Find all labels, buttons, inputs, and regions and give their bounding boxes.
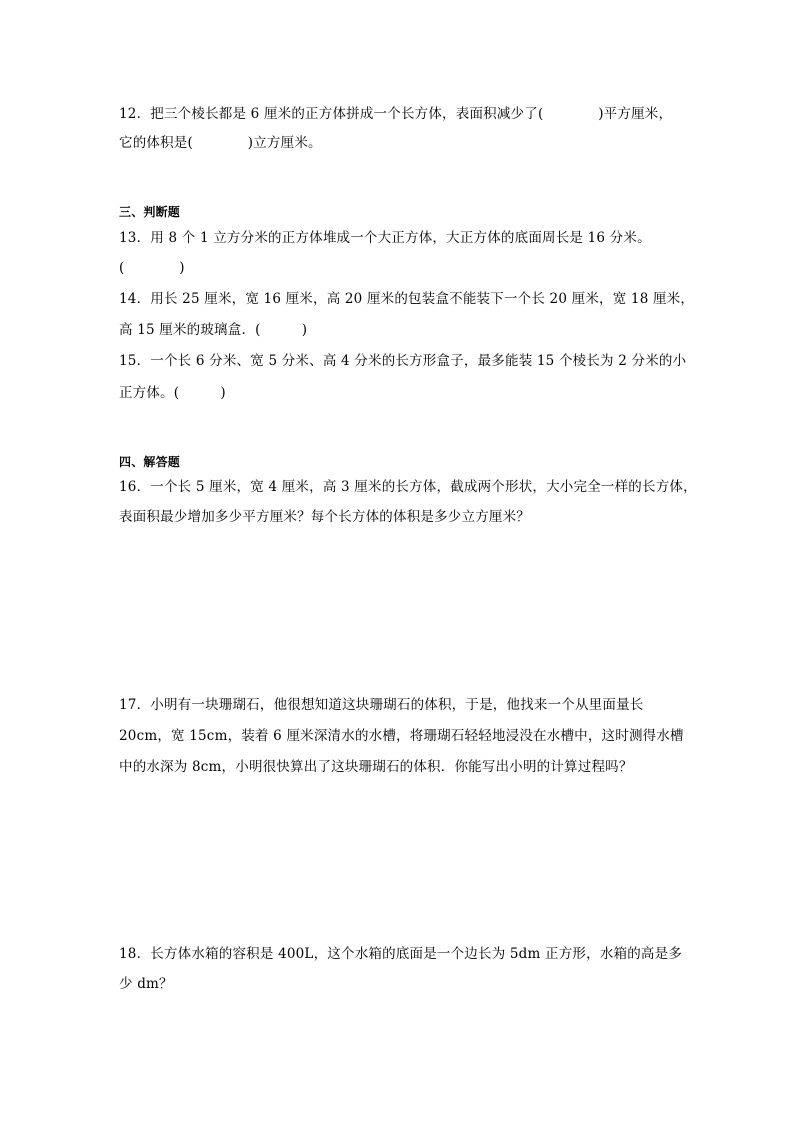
question-12-line-2: 它的体积是( )立方厘米。	[119, 135, 322, 151]
question-12-line-1: 12．把三个棱长都是 6 厘米的正方体拼成一个长方体，表面积减少了( )平方厘米，	[119, 106, 673, 122]
question-16-line-1: 16．一个长 5 厘米，宽 4 厘米，高 3 厘米的长方体，截成两个形状，大小完全一样的长方体，	[119, 479, 697, 495]
question-18-line-1: 18．长方体水箱的容积是 400L，这个水箱的底面是一个边长为 5dm 正方形，水箱的高是多	[119, 946, 683, 962]
section-4-heading: 四、解答题	[119, 455, 181, 469]
question-13-line-1: 13．用 8 个 1 立方分米的正方体堆成一个大正方体，大正方体的底面周长是 16 分米。	[119, 230, 651, 246]
question-14-line-1: 14．用长 25 厘米，宽 16 厘米，高 20 厘米的包装盒不能装下一个长 20 厘米，宽 18 厘米，	[119, 291, 695, 307]
question-14-line-2: 高 15 厘米的玻璃盒．( )	[119, 322, 308, 338]
question-18-line-2: 少 dm？	[119, 976, 173, 992]
question-17-line-2: 20cm，宽 15cm，装着 6 厘米深清水的水槽，将珊瑚石轻轻地浸没在水槽中，这时测得水槽	[119, 728, 684, 744]
question-17-line-1: 17．小明有一块珊瑚石，他很想知道这块珊瑚石的体积，于是，他找来一个从里面量长	[119, 697, 644, 713]
question-13-answer-blank: ( )	[119, 260, 185, 276]
question-15-line-1: 15．一个长 6 分米、宽 5 分米、高 4 分米的长方形盒子，最多能装 15 个棱长为 2 分米的小	[119, 353, 687, 369]
question-15-line-2: 正方体。( )	[119, 385, 226, 401]
question-16-line-2: 表面积最少增加多少平方厘米？每个长方体的体积是多少立方厘米？	[119, 509, 530, 525]
question-17-line-3: 中的水深为 8cm，小明很快算出了这块珊瑚石的体积．你能写出小明的计算过程吗？	[119, 759, 633, 775]
section-3-heading: 三、判断题	[119, 205, 181, 219]
